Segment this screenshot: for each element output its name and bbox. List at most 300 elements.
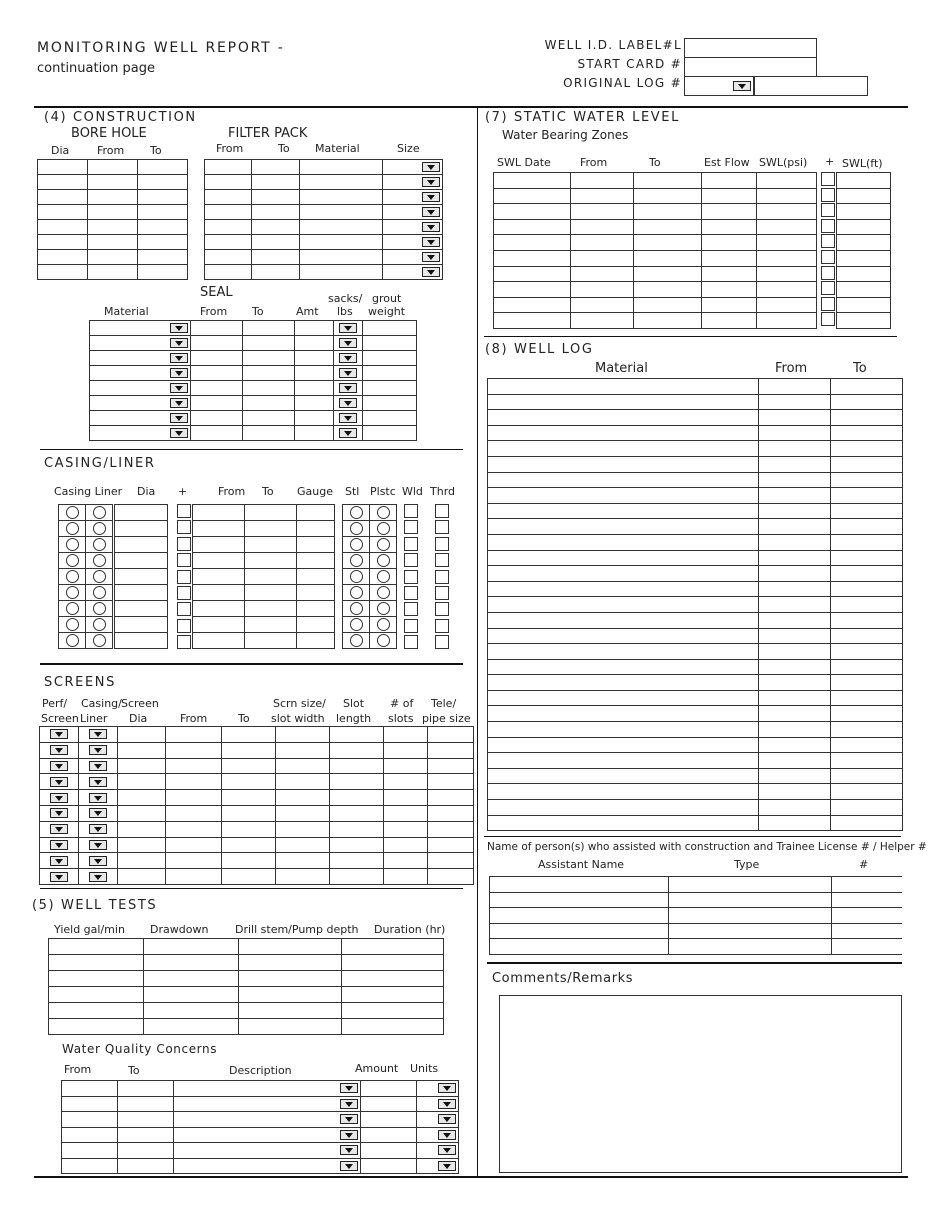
input-cell[interactable]: [384, 869, 428, 885]
input-cell[interactable]: [488, 379, 759, 395]
checkbox-icon[interactable]: [177, 553, 191, 567]
radio-circle-icon[interactable]: [66, 538, 79, 551]
input-cell[interactable]: [837, 266, 891, 282]
dropdown-field[interactable]: [334, 321, 363, 336]
input-cell[interactable]: [205, 205, 252, 220]
input-cell[interactable]: [295, 366, 334, 381]
input-cell[interactable]: [634, 313, 702, 329]
dropdown-arrow-icon[interactable]: [339, 413, 357, 423]
input-cell[interactable]: [757, 266, 817, 282]
input-cell[interactable]: [488, 566, 759, 582]
input-cell[interactable]: [138, 265, 188, 280]
input-cell[interactable]: [571, 204, 634, 220]
dropdown-arrow-icon[interactable]: [339, 428, 357, 438]
input-cell[interactable]: [118, 805, 166, 821]
input-cell[interactable]: [62, 1127, 118, 1143]
input-cell[interactable]: [759, 566, 831, 582]
checkbox-icon[interactable]: [821, 281, 835, 295]
checkbox-icon[interactable]: [435, 553, 449, 567]
input-cell[interactable]: [428, 742, 474, 758]
input-cell[interactable]: [252, 235, 300, 250]
dropdown-arrow-icon[interactable]: [438, 1114, 456, 1124]
input-cell[interactable]: [239, 955, 342, 971]
checkbox-icon[interactable]: [404, 504, 418, 518]
dropdown-field[interactable]: [174, 1112, 361, 1128]
input-cell[interactable]: [831, 784, 903, 800]
input-cell[interactable]: [330, 774, 384, 790]
input-cell[interactable]: [702, 313, 757, 329]
radio-circle-icon[interactable]: [66, 522, 79, 535]
input-cell[interactable]: [276, 821, 330, 837]
input-cell[interactable]: [488, 628, 759, 644]
input-cell[interactable]: [634, 282, 702, 298]
input-cell[interactable]: [243, 426, 295, 441]
radio-cell[interactable]: [343, 585, 370, 601]
dropdown-arrow-icon[interactable]: [170, 368, 188, 378]
input-cell[interactable]: [295, 336, 334, 351]
dropdown-arrow-icon[interactable]: [89, 824, 107, 834]
dropdown-arrow-icon[interactable]: [89, 793, 107, 803]
input-cell[interactable]: [118, 1112, 174, 1128]
input-cell[interactable]: [494, 235, 571, 251]
input-cell[interactable]: [330, 758, 384, 774]
radio-cell[interactable]: [370, 601, 397, 617]
radio-circle-icon[interactable]: [350, 554, 363, 567]
input-cell[interactable]: [831, 675, 903, 691]
dropdown-arrow-icon[interactable]: [422, 207, 440, 217]
radio-circle-icon[interactable]: [377, 554, 390, 567]
input-cell[interactable]: [245, 553, 297, 569]
input-cell[interactable]: [634, 297, 702, 313]
input-cell[interactable]: [222, 790, 276, 806]
input-cell[interactable]: [831, 612, 903, 628]
input-cell[interactable]: [571, 282, 634, 298]
input-cell[interactable]: [330, 869, 384, 885]
dropdown-field[interactable]: [417, 1112, 459, 1128]
dropdown-field[interactable]: [40, 869, 79, 885]
input-cell[interactable]: [669, 892, 832, 908]
input-cell[interactable]: [831, 472, 903, 488]
checkbox-icon[interactable]: [821, 172, 835, 186]
input-cell[interactable]: [831, 566, 903, 582]
dropdown-arrow-icon[interactable]: [89, 808, 107, 818]
dropdown-field[interactable]: [417, 1081, 459, 1097]
input-cell[interactable]: [759, 612, 831, 628]
input-cell[interactable]: [702, 297, 757, 313]
checkbox-icon[interactable]: [404, 570, 418, 584]
dropdown-field[interactable]: [417, 1127, 459, 1143]
input-cell[interactable]: [49, 1003, 144, 1019]
input-cell[interactable]: [297, 601, 335, 617]
dropdown-arrow-icon[interactable]: [170, 428, 188, 438]
input-cell[interactable]: [144, 971, 239, 987]
radio-cell[interactable]: [86, 537, 113, 553]
input-cell[interactable]: [669, 908, 832, 924]
input-cell[interactable]: [276, 742, 330, 758]
dropdown-arrow-icon[interactable]: [340, 1114, 358, 1124]
input-cell[interactable]: [297, 617, 335, 633]
input-cell[interactable]: [62, 1096, 118, 1112]
input-cell[interactable]: [115, 617, 168, 633]
input-cell[interactable]: [837, 204, 891, 220]
input-cell[interactable]: [205, 160, 252, 175]
input-cell[interactable]: [205, 235, 252, 250]
input-cell[interactable]: [38, 235, 88, 250]
dropdown-arrow-icon[interactable]: [89, 729, 107, 739]
input-cell[interactable]: [205, 220, 252, 235]
input-cell[interactable]: [702, 235, 757, 251]
input-cell[interactable]: [759, 753, 831, 769]
input-cell[interactable]: [494, 313, 571, 329]
input-cell[interactable]: [193, 633, 245, 649]
input-cell[interactable]: [144, 987, 239, 1003]
input-cell[interactable]: [384, 805, 428, 821]
dropdown-field[interactable]: [334, 426, 363, 441]
input-cell[interactable]: [384, 742, 428, 758]
dropdown-field[interactable]: [79, 758, 118, 774]
dropdown-field[interactable]: [79, 805, 118, 821]
checkbox-icon[interactable]: [404, 602, 418, 616]
dropdown-field[interactable]: [40, 837, 79, 853]
input-cell[interactable]: [297, 569, 335, 585]
dropdown-arrow-icon[interactable]: [50, 824, 68, 834]
input-cell[interactable]: [361, 1081, 417, 1097]
input-cell[interactable]: [831, 722, 903, 738]
input-cell[interactable]: [634, 204, 702, 220]
radio-circle-icon[interactable]: [66, 618, 79, 631]
input-cell[interactable]: [115, 505, 168, 521]
input-cell[interactable]: [831, 425, 903, 441]
dropdown-field[interactable]: [383, 205, 443, 220]
input-cell[interactable]: [166, 853, 222, 869]
input-cell[interactable]: [831, 410, 903, 426]
input-cell[interactable]: [49, 971, 144, 987]
dropdown-arrow-icon[interactable]: [422, 162, 440, 172]
input-cell[interactable]: [191, 426, 243, 441]
input-cell[interactable]: [115, 601, 168, 617]
radio-cell[interactable]: [86, 633, 113, 649]
original-log-select[interactable]: [684, 76, 754, 96]
input-cell[interactable]: [144, 1019, 239, 1035]
input-cell[interactable]: [118, 1096, 174, 1112]
input-cell[interactable]: [702, 219, 757, 235]
input-cell[interactable]: [759, 534, 831, 550]
input-cell[interactable]: [837, 219, 891, 235]
input-cell[interactable]: [488, 768, 759, 784]
radio-cell[interactable]: [370, 553, 397, 569]
radio-cell[interactable]: [370, 537, 397, 553]
radio-cell[interactable]: [59, 537, 86, 553]
input-cell[interactable]: [88, 250, 138, 265]
input-cell[interactable]: [363, 321, 417, 336]
input-cell[interactable]: [837, 297, 891, 313]
checkbox-icon[interactable]: [821, 188, 835, 202]
dropdown-arrow-icon[interactable]: [438, 1083, 456, 1093]
start-card-input[interactable]: [684, 57, 817, 77]
input-cell[interactable]: [205, 250, 252, 265]
dropdown-arrow-icon[interactable]: [170, 353, 188, 363]
input-cell[interactable]: [115, 521, 168, 537]
input-cell[interactable]: [832, 908, 903, 924]
input-cell[interactable]: [88, 220, 138, 235]
input-cell[interactable]: [759, 519, 831, 535]
input-cell[interactable]: [193, 537, 245, 553]
input-cell[interactable]: [166, 821, 222, 837]
input-cell[interactable]: [361, 1112, 417, 1128]
dropdown-field[interactable]: [174, 1081, 361, 1097]
input-cell[interactable]: [62, 1158, 118, 1174]
input-cell[interactable]: [702, 204, 757, 220]
radio-circle-icon[interactable]: [93, 586, 106, 599]
input-cell[interactable]: [494, 266, 571, 282]
input-cell[interactable]: [300, 190, 383, 205]
input-cell[interactable]: [222, 805, 276, 821]
input-cell[interactable]: [831, 753, 903, 769]
input-cell[interactable]: [831, 597, 903, 613]
input-cell[interactable]: [759, 675, 831, 691]
dropdown-arrow-icon[interactable]: [339, 383, 357, 393]
input-cell[interactable]: [384, 853, 428, 869]
radio-cell[interactable]: [343, 521, 370, 537]
well-id-input[interactable]: [684, 38, 817, 58]
input-cell[interactable]: [300, 205, 383, 220]
radio-cell[interactable]: [370, 521, 397, 537]
dropdown-arrow-icon[interactable]: [89, 856, 107, 866]
input-cell[interactable]: [118, 727, 166, 743]
input-cell[interactable]: [118, 1127, 174, 1143]
input-cell[interactable]: [115, 537, 168, 553]
input-cell[interactable]: [831, 628, 903, 644]
dropdown-field[interactable]: [417, 1158, 459, 1174]
dropdown-arrow-icon[interactable]: [422, 252, 440, 262]
dropdown-field[interactable]: [79, 821, 118, 837]
checkbox-icon[interactable]: [821, 266, 835, 280]
dropdown-arrow-icon[interactable]: [339, 398, 357, 408]
input-cell[interactable]: [702, 282, 757, 298]
checkbox-icon[interactable]: [435, 570, 449, 584]
input-cell[interactable]: [759, 441, 831, 457]
input-cell[interactable]: [276, 805, 330, 821]
radio-circle-icon[interactable]: [377, 506, 390, 519]
input-cell[interactable]: [831, 581, 903, 597]
radio-cell[interactable]: [370, 617, 397, 633]
input-cell[interactable]: [759, 768, 831, 784]
input-cell[interactable]: [243, 396, 295, 411]
dropdown-field[interactable]: [40, 853, 79, 869]
dropdown-field[interactable]: [174, 1158, 361, 1174]
input-cell[interactable]: [488, 706, 759, 722]
dropdown-arrow-icon[interactable]: [50, 729, 68, 739]
input-cell[interactable]: [428, 774, 474, 790]
input-cell[interactable]: [300, 265, 383, 280]
input-cell[interactable]: [702, 188, 757, 204]
input-cell[interactable]: [245, 601, 297, 617]
input-cell[interactable]: [295, 321, 334, 336]
input-cell[interactable]: [634, 219, 702, 235]
checkbox-icon[interactable]: [177, 520, 191, 534]
input-cell[interactable]: [115, 585, 168, 601]
dropdown-arrow-icon[interactable]: [339, 368, 357, 378]
radio-cell[interactable]: [59, 601, 86, 617]
dropdown-field[interactable]: [334, 411, 363, 426]
input-cell[interactable]: [166, 790, 222, 806]
input-cell[interactable]: [832, 923, 903, 939]
dropdown-arrow-icon[interactable]: [89, 840, 107, 850]
checkbox-icon[interactable]: [404, 537, 418, 551]
input-cell[interactable]: [669, 877, 832, 893]
input-cell[interactable]: [428, 758, 474, 774]
input-cell[interactable]: [239, 939, 342, 955]
input-cell[interactable]: [239, 987, 342, 1003]
input-cell[interactable]: [571, 188, 634, 204]
input-cell[interactable]: [488, 644, 759, 660]
input-cell[interactable]: [488, 394, 759, 410]
comments-textarea[interactable]: [499, 995, 902, 1173]
dropdown-arrow-icon[interactable]: [340, 1099, 358, 1109]
input-cell[interactable]: [38, 190, 88, 205]
input-cell[interactable]: [118, 853, 166, 869]
input-cell[interactable]: [757, 188, 817, 204]
input-cell[interactable]: [191, 351, 243, 366]
input-cell[interactable]: [837, 235, 891, 251]
radio-cell[interactable]: [86, 617, 113, 633]
input-cell[interactable]: [144, 939, 239, 955]
input-cell[interactable]: [38, 250, 88, 265]
input-cell[interactable]: [488, 581, 759, 597]
dropdown-field[interactable]: [334, 351, 363, 366]
input-cell[interactable]: [252, 250, 300, 265]
input-cell[interactable]: [428, 853, 474, 869]
input-cell[interactable]: [488, 425, 759, 441]
input-cell[interactable]: [669, 923, 832, 939]
checkbox-icon[interactable]: [821, 219, 835, 233]
dropdown-arrow-icon[interactable]: [89, 761, 107, 771]
radio-cell[interactable]: [343, 569, 370, 585]
input-cell[interactable]: [494, 219, 571, 235]
radio-circle-icon[interactable]: [350, 602, 363, 615]
input-cell[interactable]: [757, 282, 817, 298]
radio-circle-icon[interactable]: [93, 602, 106, 615]
input-cell[interactable]: [759, 379, 831, 395]
input-cell[interactable]: [757, 313, 817, 329]
dropdown-field[interactable]: [334, 336, 363, 351]
input-cell[interactable]: [276, 869, 330, 885]
input-cell[interactable]: [144, 955, 239, 971]
input-cell[interactable]: [490, 923, 669, 939]
input-cell[interactable]: [205, 175, 252, 190]
input-cell[interactable]: [193, 601, 245, 617]
checkbox-icon[interactable]: [821, 312, 835, 326]
input-cell[interactable]: [118, 1081, 174, 1097]
input-cell[interactable]: [62, 1143, 118, 1159]
radio-cell[interactable]: [370, 633, 397, 649]
input-cell[interactable]: [297, 505, 335, 521]
input-cell[interactable]: [702, 250, 757, 266]
input-cell[interactable]: [488, 784, 759, 800]
input-cell[interactable]: [837, 282, 891, 298]
input-cell[interactable]: [759, 815, 831, 831]
input-cell[interactable]: [363, 411, 417, 426]
radio-circle-icon[interactable]: [350, 618, 363, 631]
input-cell[interactable]: [193, 521, 245, 537]
input-cell[interactable]: [759, 597, 831, 613]
input-cell[interactable]: [831, 394, 903, 410]
input-cell[interactable]: [300, 235, 383, 250]
dropdown-arrow-icon[interactable]: [50, 745, 68, 755]
dropdown-arrow-icon[interactable]: [339, 353, 357, 363]
input-cell[interactable]: [634, 188, 702, 204]
dropdown-field[interactable]: [79, 742, 118, 758]
input-cell[interactable]: [494, 188, 571, 204]
input-cell[interactable]: [118, 790, 166, 806]
input-cell[interactable]: [297, 537, 335, 553]
input-cell[interactable]: [191, 411, 243, 426]
input-cell[interactable]: [831, 644, 903, 660]
dropdown-field[interactable]: [383, 220, 443, 235]
checkbox-icon[interactable]: [435, 504, 449, 518]
input-cell[interactable]: [330, 853, 384, 869]
input-cell[interactable]: [191, 321, 243, 336]
dropdown-field[interactable]: [334, 381, 363, 396]
input-cell[interactable]: [837, 188, 891, 204]
input-cell[interactable]: [428, 837, 474, 853]
input-cell[interactable]: [252, 205, 300, 220]
dropdown-field[interactable]: [90, 426, 191, 441]
input-cell[interactable]: [831, 550, 903, 566]
input-cell[interactable]: [88, 205, 138, 220]
input-cell[interactable]: [118, 869, 166, 885]
input-cell[interactable]: [488, 722, 759, 738]
radio-circle-icon[interactable]: [377, 618, 390, 631]
input-cell[interactable]: [193, 569, 245, 585]
input-cell[interactable]: [276, 853, 330, 869]
input-cell[interactable]: [222, 837, 276, 853]
input-cell[interactable]: [222, 758, 276, 774]
input-cell[interactable]: [239, 971, 342, 987]
dropdown-arrow-icon[interactable]: [50, 856, 68, 866]
radio-circle-icon[interactable]: [66, 586, 79, 599]
input-cell[interactable]: [759, 550, 831, 566]
input-cell[interactable]: [276, 758, 330, 774]
input-cell[interactable]: [115, 553, 168, 569]
input-cell[interactable]: [191, 366, 243, 381]
input-cell[interactable]: [49, 939, 144, 955]
input-cell[interactable]: [494, 204, 571, 220]
dropdown-field[interactable]: [90, 366, 191, 381]
input-cell[interactable]: [571, 313, 634, 329]
input-cell[interactable]: [144, 1003, 239, 1019]
input-cell[interactable]: [38, 160, 88, 175]
input-cell[interactable]: [363, 351, 417, 366]
radio-circle-icon[interactable]: [350, 506, 363, 519]
input-cell[interactable]: [488, 675, 759, 691]
dropdown-arrow-icon[interactable]: [422, 237, 440, 247]
input-cell[interactable]: [832, 892, 903, 908]
input-cell[interactable]: [759, 659, 831, 675]
input-cell[interactable]: [831, 815, 903, 831]
input-cell[interactable]: [488, 456, 759, 472]
input-cell[interactable]: [571, 219, 634, 235]
radio-cell[interactable]: [343, 537, 370, 553]
input-cell[interactable]: [488, 690, 759, 706]
checkbox-icon[interactable]: [404, 553, 418, 567]
radio-circle-icon[interactable]: [93, 506, 106, 519]
input-cell[interactable]: [759, 784, 831, 800]
input-cell[interactable]: [243, 336, 295, 351]
dropdown-field[interactable]: [79, 727, 118, 743]
input-cell[interactable]: [300, 220, 383, 235]
input-cell[interactable]: [571, 250, 634, 266]
